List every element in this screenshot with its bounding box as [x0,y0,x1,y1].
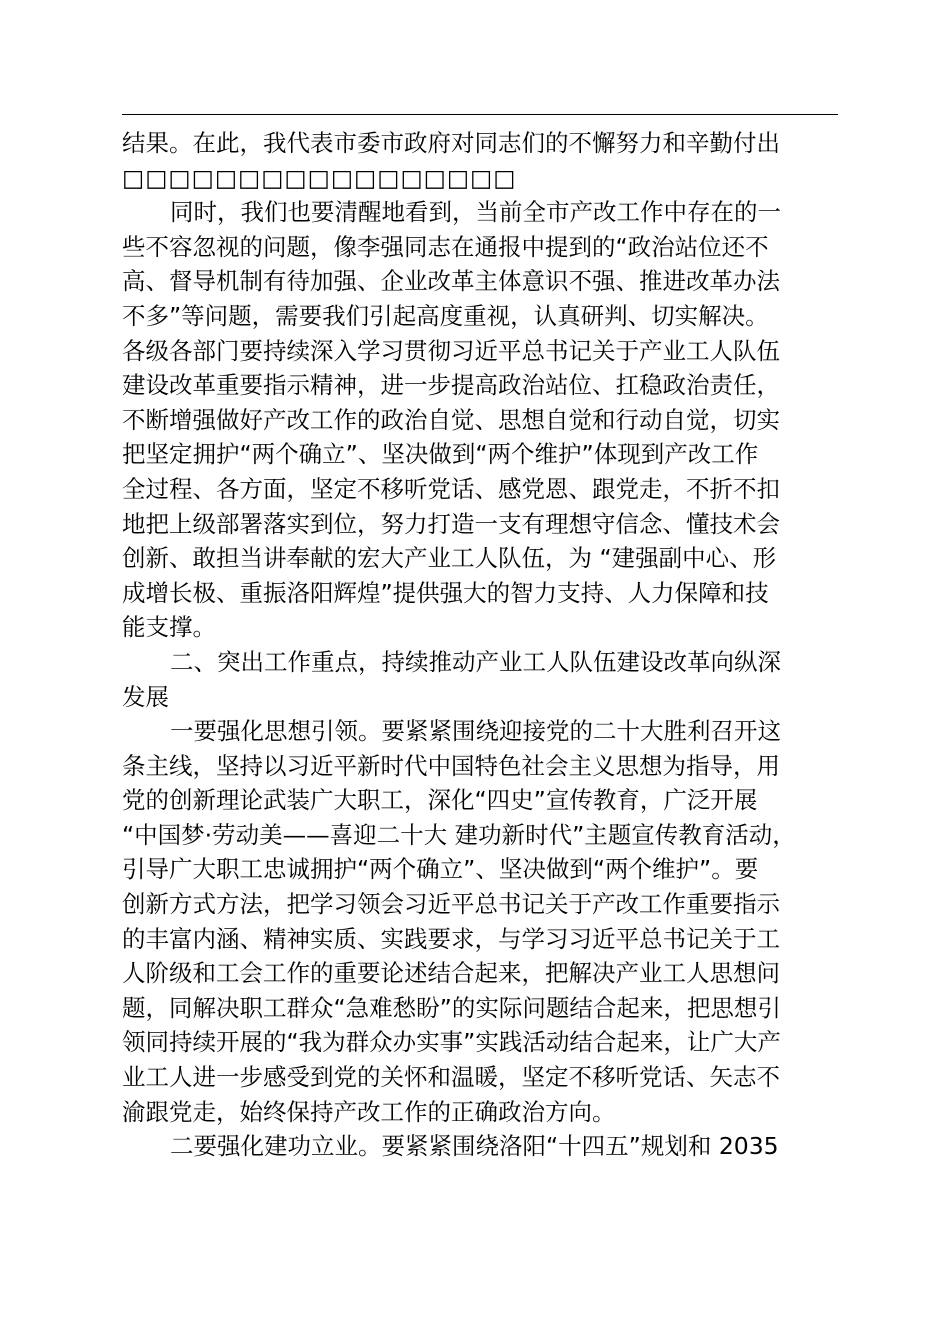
text-line: 不断增强做好产改工作的政治自觉、思想自觉和行动自觉，切实 [122,405,780,434]
text-line: 引导广大职工忠诚拥护“两个确立”、坚决做到“两个维护”。要 [122,855,759,884]
paragraph-start-line: 二要强化建功立业。要紧紧围绕洛阳“十四五”规划和 2035 [170,1132,779,1161]
section-heading-line: 二、突出工作重点，持续推动产业工人队伍建设改革向纵深 [170,647,781,676]
section-heading-line: 发展 [122,682,169,711]
text-line: 成增长极、重振洛阳辉煌”提供强大的智力支持、人力保障和技 [122,578,769,607]
text-line: 能支撑。 [122,613,216,642]
text-line: 全过程、各方面，坚定不移听党话、感党恩、跟党走，不折不扣 [122,474,780,503]
text-line: 创新、敢担当讲奉献的宏大产业工人队伍，为 “建强副中心、形 [122,544,777,573]
header-rule [122,114,838,115]
text-line: “中国梦·劳动美——喜迎二十大 建功新时代”主题宣传教育活动， [122,820,796,849]
text-line-missing-glyphs: □□□□□□□□□□□□□□□□□ [122,163,517,192]
text-line: 些不容忽视的问题，像李强同志在通报中提到的“政治站位还不 [122,232,769,261]
paragraph-start-line: 同时，我们也要清醒地看到，当前全市产改工作中存在的一 [170,198,781,227]
text-line: 党的创新理论武装广大职工，深化“四史”宣传教育，广泛开展 [122,786,758,815]
text-line: 领同持续开展的“我为群众办实事”实践活动结合起来，让广大产 [122,1028,781,1057]
text-line: 业工人进一步感受到党的关怀和温暖，坚定不移听党话、矢志不 [122,1063,780,1092]
text-line: 把坚定拥护“两个确立”、坚决做到“两个维护”体现到产改工作 [122,440,759,469]
text-line: 的丰富内涵、精神实质、实践要求，与学习习近平总书记关于工 [122,924,780,953]
text-line: 地把上级部署落实到位，努力打造一支有理想守信念、懂技术会 [122,509,780,538]
text-line: 建设改革重要指示精神，进一步提高政治站位、扛稳政治责任， [122,371,780,400]
text-line: 创新方式方法，把学习领会习近平总书记关于产改工作重要指示 [122,890,780,919]
text-line: 结果。在此，我代表市委市政府对同志们的不懈努力和辛勤付出 [122,129,780,157]
text-line: 各级各部门要持续深入学习贯彻习近平总书记关于产业工人队伍 [122,336,780,365]
document-body [122,126,842,1164]
text-line: 高、督导机制有待加强、企业改革主体意识不强、推进改革办法 [122,267,780,296]
text-line: 不多”等问题，需要我们引起高度重视，认真研判、切实解决。 [122,301,769,330]
text-line: 题，同解决职工群众“急难愁盼”的实际问题结合起来，把思想引 [122,993,781,1022]
paragraph-start-line: 一要强化思想引领。要紧紧围绕迎接党的二十大胜利召开这 [170,717,781,746]
text-line: 人阶级和工会工作的重要论述结合起来，把解决产业工人思想问 [122,959,780,988]
text-line: 渝跟党走，始终保持产改工作的正确政治方向。 [122,1097,616,1126]
text-line: 条主线，坚持以习近平新时代中国特色社会主义思想为指导，用 [122,751,780,780]
